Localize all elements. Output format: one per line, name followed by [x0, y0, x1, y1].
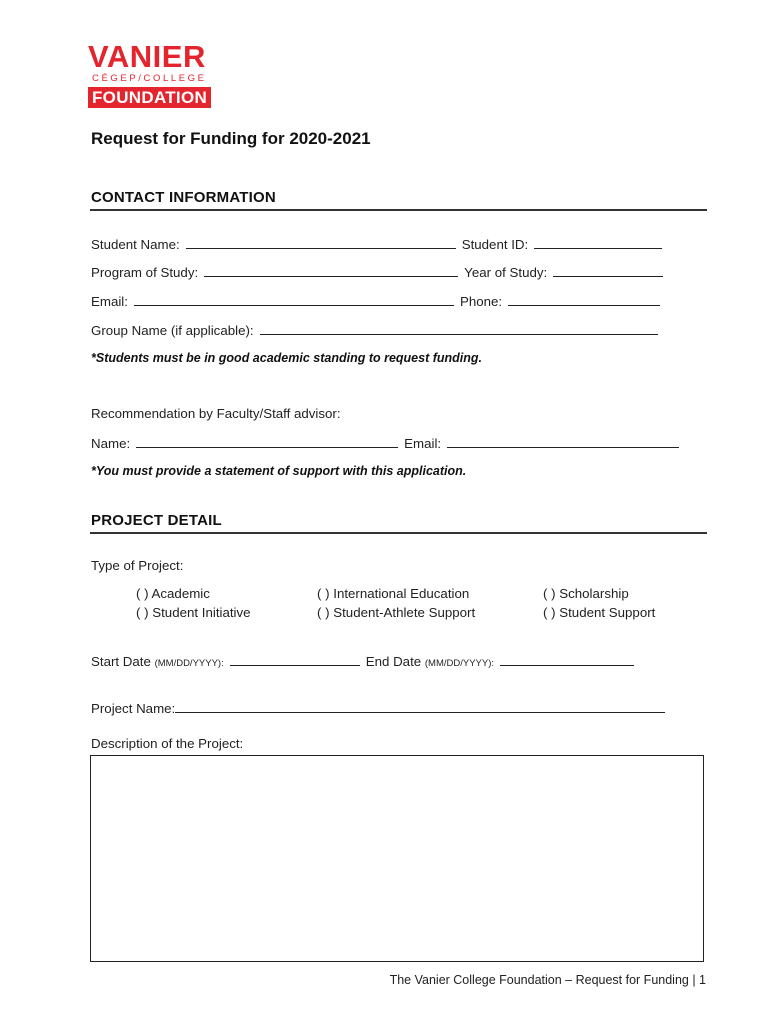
option-international-education[interactable]: ( ) International Education	[317, 586, 470, 601]
page-footer: The Vanier College Foundation – Request for Funding | 1	[389, 973, 706, 987]
group-label: Group Name (if applicable):	[91, 323, 254, 338]
program-row	[91, 264, 663, 280]
logo-college-text: CÉGEP/COLLEGE	[92, 73, 207, 84]
start-date-label: Start Date	[91, 654, 151, 669]
end-date-field[interactable]	[500, 653, 634, 666]
student-id-label: Student ID:	[461, 237, 529, 252]
option-student-athlete-support[interactable]: ( ) Student-Athlete Support	[317, 605, 476, 620]
group-row	[91, 322, 658, 338]
student-name-label: Student Name:	[91, 237, 180, 252]
logo-vanier-text: VANIER	[88, 39, 206, 74]
option-scholarship[interactable]: ( ) Scholarship	[543, 586, 629, 601]
advisor-name-field[interactable]	[136, 435, 398, 448]
email-row	[91, 293, 660, 309]
option-academic[interactable]: ( ) Academic	[136, 586, 210, 601]
program-field[interactable]	[204, 264, 458, 277]
project-detail-heading: PROJECT DETAIL	[91, 512, 222, 529]
project-name-label: Project Name:	[91, 701, 176, 716]
email-label: Email:	[91, 294, 128, 309]
project-name-row	[91, 700, 665, 716]
student-id-field[interactable]	[534, 236, 662, 249]
advisor-email-label: Email:	[404, 436, 442, 451]
contact-divider	[90, 209, 707, 211]
contact-information-heading: CONTACT INFORMATION	[91, 189, 276, 206]
group-field[interactable]	[260, 322, 658, 335]
project-divider	[90, 532, 707, 534]
project-type-label: Type of Project:	[91, 558, 184, 573]
page-title: Request for Funding for 2020-2021	[91, 129, 371, 148]
year-label: Year of Study:	[464, 265, 548, 280]
end-date-format: (MM/DD/YYYY):	[424, 658, 495, 669]
year-field[interactable]	[553, 264, 663, 277]
support-statement-note: *You must provide a statement of support with this application.	[91, 464, 467, 478]
recommendation-heading: Recommendation by Faculty/Staff advisor:	[91, 406, 341, 421]
vanier-foundation-logo	[88, 39, 216, 108]
phone-label: Phone:	[459, 294, 503, 309]
project-name-field[interactable]	[175, 700, 665, 713]
email-field[interactable]	[134, 293, 454, 306]
advisor-email-field[interactable]	[447, 435, 679, 448]
option-student-support[interactable]: ( ) Student Support	[543, 605, 656, 620]
advisor-name-label: Name:	[91, 436, 131, 451]
start-date-format: (MM/DD/YYYY):	[154, 658, 224, 669]
academic-standing-note: *Students must be in good academic standing to request funding.	[91, 351, 482, 365]
end-date-label: End Date	[365, 654, 422, 669]
advisor-row	[91, 435, 679, 451]
phone-field[interactable]	[508, 293, 660, 306]
option-student-initiative[interactable]: ( ) Student Initiative	[136, 605, 251, 620]
dates-row	[91, 653, 634, 669]
student-name-field[interactable]	[186, 236, 456, 249]
description-textarea[interactable]	[90, 755, 704, 962]
program-label: Program of Study:	[91, 265, 199, 280]
logo-foundation-text: FOUNDATION	[88, 87, 211, 108]
student-name-row	[91, 236, 662, 252]
start-date-field[interactable]	[230, 653, 360, 666]
description-label: Description of the Project:	[91, 736, 244, 751]
